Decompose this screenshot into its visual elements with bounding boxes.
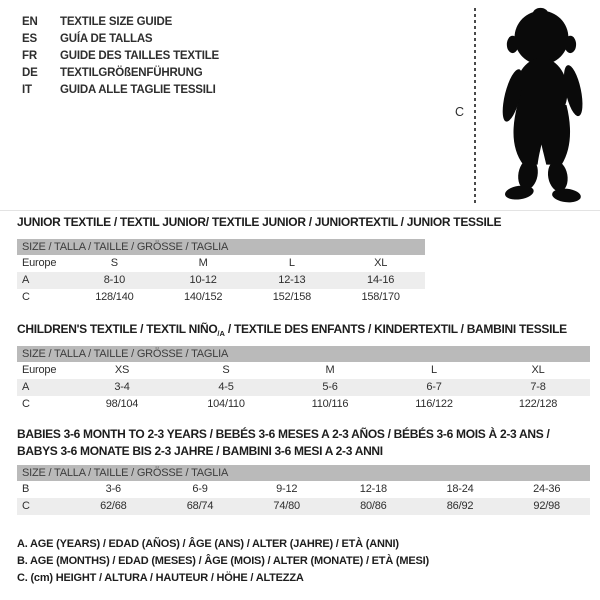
height-measure-label: C xyxy=(455,105,465,119)
table-cell: 5-6 xyxy=(322,381,338,393)
table-cell: 110/116 xyxy=(311,398,349,410)
table-cell: 128/140 xyxy=(95,291,134,303)
table-cell: 116/122 xyxy=(415,398,453,410)
babies-size-table xyxy=(17,465,590,515)
children-title-sub: /A xyxy=(217,329,225,338)
children-title-post: / TEXTILE DES ENFANTS / KINDERTEXTIL / BAMBINI TESSILE xyxy=(224,322,567,336)
legend-line-b: B. AGE (MONTHS) / EDAD (MESES) / ÂGE (MOIS) / ALTER (MONATE) / ETÀ (MESI) xyxy=(17,555,429,567)
children-size-table xyxy=(17,346,590,413)
row-label: Europe xyxy=(22,257,57,269)
lang-title: TEXTILGRÖßENFÜHRUNG xyxy=(60,66,203,79)
junior-size-table xyxy=(17,239,425,306)
table-cell: 14-16 xyxy=(367,274,395,286)
lang-row-es xyxy=(22,30,219,47)
table-cell: M xyxy=(325,364,335,376)
lang-code: ES xyxy=(22,32,37,45)
table-row-age xyxy=(17,379,590,396)
table-cell: 86/92 xyxy=(446,500,474,512)
baby-silhouette-icon xyxy=(481,5,600,207)
table-cell: 122/128 xyxy=(518,398,558,410)
table-cell: 18-24 xyxy=(446,483,474,495)
table-row-europe xyxy=(17,255,425,272)
row-label: A xyxy=(22,274,30,286)
table-row-height xyxy=(17,396,590,413)
table-cell: XL xyxy=(374,257,388,269)
size-table-header: SIZE / TALLA / TAILLE / GRÖSSE / TAGLIA xyxy=(17,465,590,481)
lang-code: EN xyxy=(22,15,38,28)
table-cell: S xyxy=(110,257,118,269)
table-cell: 10-12 xyxy=(189,274,217,286)
size-table-header: SIZE / TALLA / TAILLE / GRÖSSE / TAGLIA xyxy=(17,239,425,255)
table-row-age-months xyxy=(17,481,590,498)
babies-section-title xyxy=(17,426,549,459)
size-table-header: SIZE / TALLA / TAILLE / GRÖSSE / TAGLIA xyxy=(17,346,590,362)
table-cell: 152/158 xyxy=(272,291,312,303)
row-label: C xyxy=(22,500,30,512)
table-cell: 9-12 xyxy=(276,483,298,495)
table-cell: 3-4 xyxy=(114,381,130,393)
lang-title: GUIDA ALLE TAGLIE TESSILI xyxy=(60,83,216,96)
table-cell: 8-10 xyxy=(103,274,125,286)
table-cell: L xyxy=(288,257,295,269)
row-label: C xyxy=(22,398,30,410)
table-cell: 4-5 xyxy=(218,381,234,393)
table-cell: 104/110 xyxy=(207,398,245,410)
legend-line-a: A. AGE (YEARS) / EDAD (AÑOS) / ÂGE (ANS) / ALTER (JAHRE) / ETÀ (ANNI) xyxy=(17,538,399,550)
table-cell: 158/170 xyxy=(361,291,400,303)
table-cell: 68/74 xyxy=(186,500,214,512)
table-cell: 6-9 xyxy=(192,483,208,495)
row-label: Europe xyxy=(22,364,57,376)
table-cell: 7-8 xyxy=(530,381,546,393)
language-header xyxy=(22,13,219,98)
lang-title: TEXTILE SIZE GUIDE xyxy=(60,15,173,28)
lang-code: DE xyxy=(22,66,38,79)
junior-section-title: JUNIOR TEXTILE / TEXTIL JUNIOR/ TEXTILE JUNIOR / JUNIORTEXTIL / JUNIOR TESSILE xyxy=(17,215,502,229)
babies-title-line1: BABIES 3-6 MONTH TO 2-3 YEARS / BEBÉS 3-6 MESES A 2-3 AÑOS / BÉBÉS 3-6 MOIS À 2-3 ANS / xyxy=(17,427,550,441)
table-row-europe xyxy=(17,362,590,379)
section-divider xyxy=(0,210,600,211)
table-cell: 24-36 xyxy=(533,483,561,495)
table-cell: XS xyxy=(114,364,130,376)
table-cell: M xyxy=(198,257,208,269)
table-cell: 140/152 xyxy=(183,291,223,303)
table-cell: L xyxy=(431,364,437,376)
lang-code: FR xyxy=(22,49,37,62)
babies-title-line2: BABYS 3-6 MONATE BIS 2-3 JAHRE / BAMBINI 3-6 MESI A 2-3 ANNI xyxy=(17,443,383,458)
table-cell: S xyxy=(222,364,230,376)
lang-title: GUIDE DES TAILLES TEXTILE xyxy=(60,49,219,62)
lang-code: IT xyxy=(22,83,32,96)
table-cell: 98/104 xyxy=(105,398,139,410)
row-label: A xyxy=(22,381,30,393)
height-measure-dotted-line xyxy=(474,8,476,205)
table-cell: 3-6 xyxy=(105,483,121,495)
lang-row-fr xyxy=(22,47,219,64)
row-label: B xyxy=(22,483,30,495)
lang-row-en xyxy=(22,13,219,30)
table-row-age xyxy=(17,272,425,289)
table-row-height xyxy=(17,498,590,515)
table-cell: 74/80 xyxy=(273,500,300,512)
table-cell: 12-18 xyxy=(359,483,387,495)
table-cell: 12-13 xyxy=(278,274,306,286)
lang-row-it xyxy=(22,81,219,98)
table-cell: 92/98 xyxy=(533,500,560,512)
table-row-height xyxy=(17,289,425,306)
legend-line-c: C. (cm) HEIGHT / ALTURA / HAUTEUR / HÖHE / ALTEZZA xyxy=(17,572,304,584)
lang-title: GUÍA DE TALLAS xyxy=(60,32,153,45)
table-cell: 80/86 xyxy=(360,500,387,512)
table-cell: 62/68 xyxy=(100,500,127,512)
children-title-pre: CHILDREN'S TEXTILE / TEXTIL NIÑO xyxy=(17,322,218,336)
legend xyxy=(17,536,429,587)
children-section-title xyxy=(17,322,567,338)
table-cell: XL xyxy=(531,364,545,376)
row-label: C xyxy=(22,291,30,303)
lang-row-de xyxy=(22,64,219,81)
table-cell: 6-7 xyxy=(426,381,442,393)
